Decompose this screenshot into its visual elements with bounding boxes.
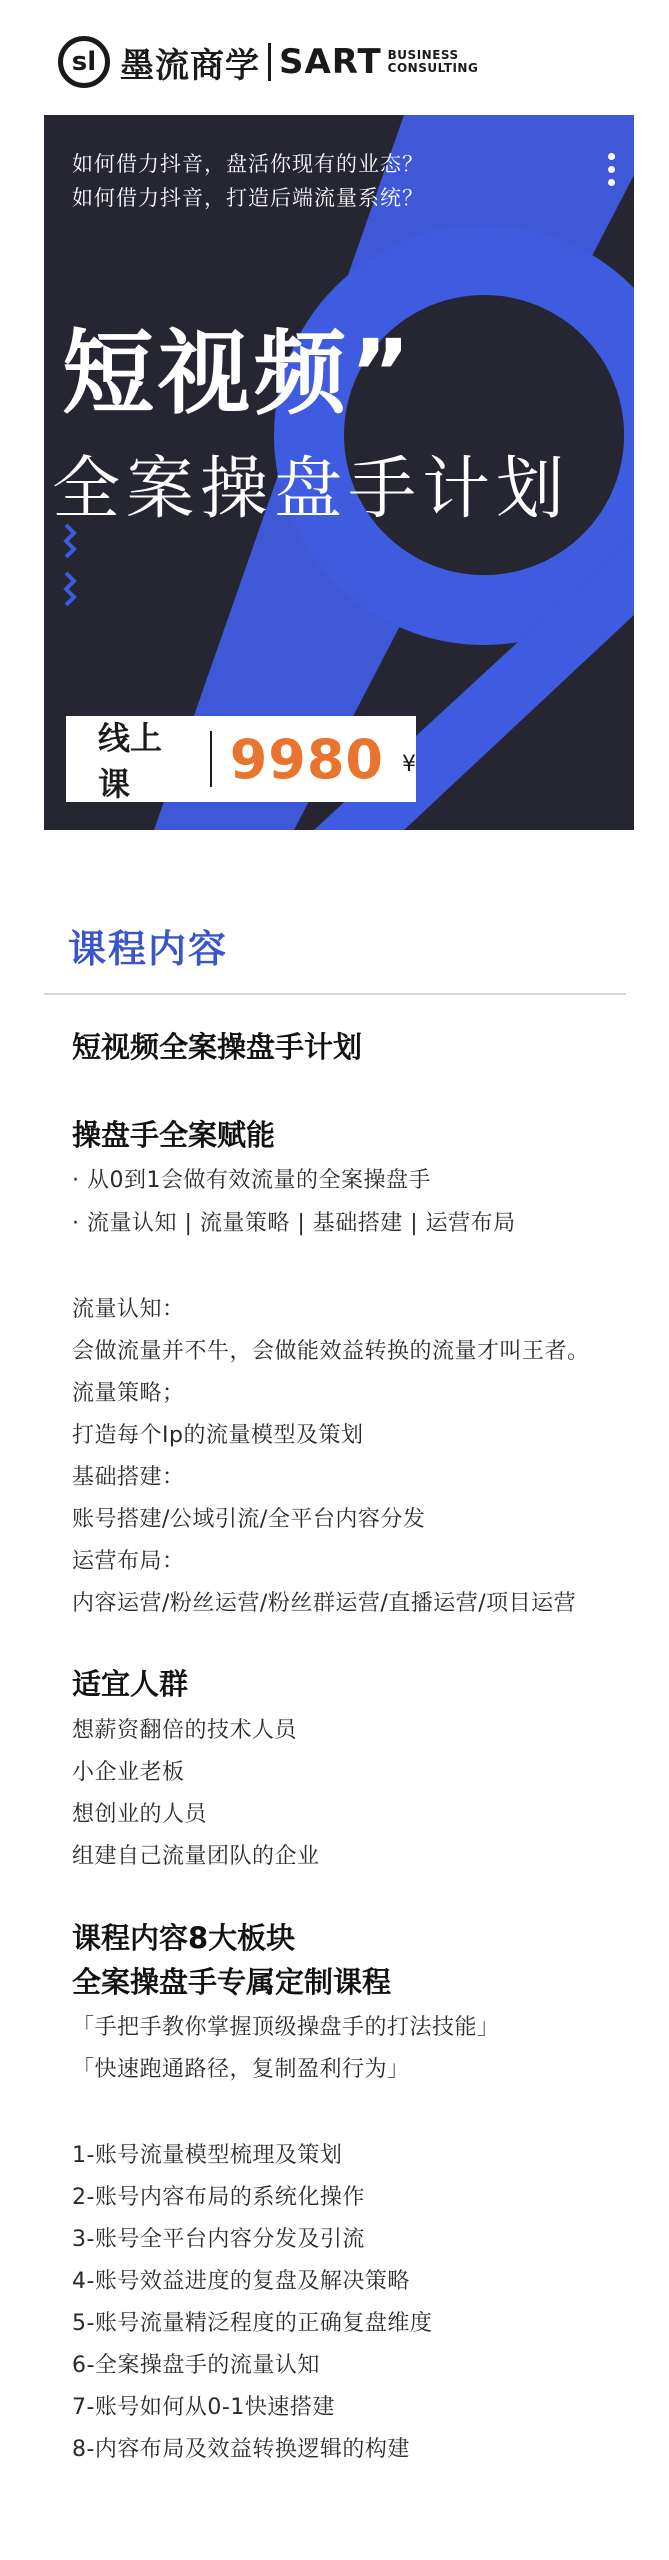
brand-name-en: SART — [279, 42, 382, 82]
module-item: 8-内容布局及效益转换逻辑的构建 — [72, 2437, 410, 2462]
brand-sub-line1: BUSINESS — [387, 48, 459, 62]
empower-title: 操盘手全案赋能 — [72, 1118, 276, 1152]
module-item: 3-账号全平台内容分发及引流 — [72, 2227, 365, 2252]
detail-line: 流量认知： — [72, 1297, 185, 1322]
banner-subtitle: 全案操盘手计划 — [52, 450, 571, 529]
detail-line: 内容运营/粉丝运营/粉丝群运营/直播运营/项目运营 — [72, 1591, 577, 1616]
module-item: 5-账号流量精泛程度的正确复盘维度 — [72, 2311, 433, 2336]
banner-title: 短视频” — [62, 320, 415, 427]
empower-item: · 流量认知 | 流量策略 | 基础搭建 | 运营布局 — [72, 1211, 516, 1236]
price-divider — [210, 731, 212, 787]
banner-question-2: 如何借力抖音，打造后端流量系统？ — [72, 186, 424, 210]
audience-item: 小企业老板 — [72, 1760, 185, 1785]
empower-item: · 从0到1会做有效流量的全案操盘手 — [72, 1168, 431, 1193]
detail-line: 流量策略； — [72, 1381, 185, 1406]
detail-line: 账号搭建/公域引流/全平台内容分发 — [72, 1507, 426, 1532]
modules-subtitle: 全案操盘手专属定制课程 — [72, 1965, 392, 1999]
hero-banner — [44, 115, 634, 830]
brand-subtitle — [388, 49, 479, 75]
modules-title: 课程内容8大板块 — [72, 1921, 296, 1955]
logo-icon: sl — [58, 36, 110, 88]
audience-item: 想创业的人员 — [72, 1802, 208, 1827]
course-title: 短视频全案操盘手计划 — [72, 1030, 363, 1064]
detail-line: 会做流量并不牛，会做能效益转换的流量才叫王者。 — [72, 1339, 590, 1364]
price-value: 9980 — [229, 727, 384, 791]
quote-line: 「快速跑通路径，复制盈利行为」 — [72, 2057, 410, 2082]
module-item: 2-账号内容布局的系统化操作 — [72, 2185, 365, 2210]
price-label: 线上课 — [98, 719, 163, 803]
more-icon[interactable] — [608, 153, 616, 192]
module-item: 6-全案操盘手的流量认知 — [72, 2353, 320, 2378]
brand-separator — [268, 43, 271, 81]
brand-sub-line2: CONSULTING — [387, 61, 479, 75]
price-box — [66, 716, 416, 802]
brand-logo — [58, 32, 478, 92]
audience-item: 组建自己流量团队的企业 — [72, 1844, 320, 1869]
banner-question-1: 如何借力抖音，盘活你现有的业态？ — [72, 152, 424, 176]
price-currency: ¥ — [402, 751, 416, 777]
brand-name-cn: 墨流商学 — [120, 45, 260, 86]
module-item: 1-账号流量模型梳理及策划 — [72, 2143, 343, 2168]
section-title: 课程内容 — [68, 927, 229, 971]
detail-line: 运营布局： — [72, 1549, 185, 1574]
quote-line: 「手把手教你掌握顶级操盘手的打法技能」 — [72, 2015, 500, 2040]
section-divider — [44, 993, 626, 995]
detail-line: 打造每个Ip的流量模型及策划 — [72, 1423, 364, 1448]
module-item: 7-账号如何从0-1快速搭建 — [72, 2395, 335, 2420]
audience-title: 适宜人群 — [72, 1667, 189, 1701]
audience-item: 想薪资翻倍的技术人员 — [72, 1718, 298, 1743]
module-item: 4-账号效益进度的复盘及解决策略 — [72, 2269, 410, 2294]
detail-line: 基础搭建： — [72, 1465, 185, 1490]
